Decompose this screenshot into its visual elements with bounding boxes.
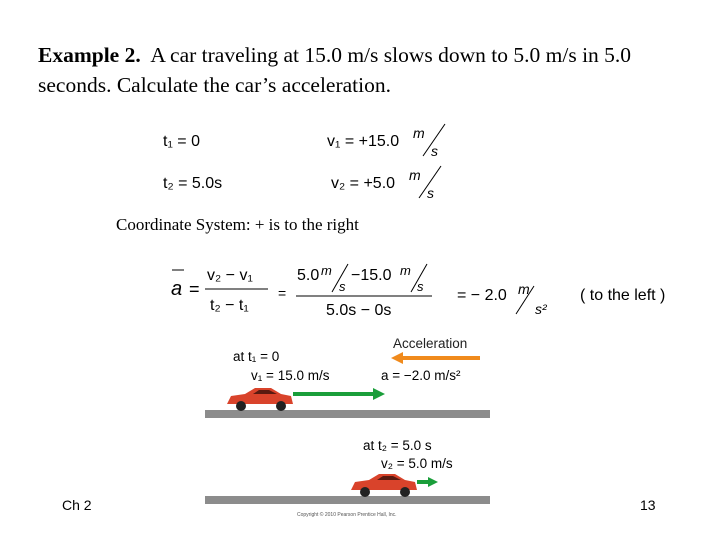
state2-time: at t₂ = 5.0 s bbox=[363, 438, 432, 453]
road-2 bbox=[205, 496, 490, 504]
state1-time: at t₁ = 0 bbox=[233, 349, 280, 364]
acceleration-equation bbox=[160, 258, 690, 323]
fraction-b-denominator: 5.0s − 0s bbox=[326, 302, 392, 319]
fraction-b-num-1: 5.0 bbox=[297, 267, 320, 284]
state2-velocity: v₂ = 5.0 m/s bbox=[381, 456, 453, 471]
givens-block bbox=[155, 120, 465, 205]
equation-lhs: a bbox=[171, 278, 183, 300]
fraction-b-unit-num-2: m bbox=[400, 263, 411, 278]
figure-copyright: Copyright © 2010 Pearson Prentice Hall, Inc. bbox=[297, 512, 397, 518]
page-number: 13 bbox=[640, 497, 656, 513]
result-unit-den: s² bbox=[535, 301, 547, 317]
problem-text: A car traveling at 15.0 m/s slows down to 5.0 m/s in 5.0 seconds. Calculate the car’s acceleration. bbox=[38, 43, 632, 97]
given-v1: v₁ = +15.0 bbox=[327, 133, 400, 150]
acceleration-label: Acceleration bbox=[393, 336, 468, 351]
car-2 bbox=[351, 474, 417, 497]
fraction-b-num-2: −15.0 bbox=[351, 267, 392, 284]
state1-acceleration: a = −2.0 m/s² bbox=[381, 368, 461, 383]
fraction-b-unit-den-1: s bbox=[339, 279, 346, 294]
chapter-label: Ch 2 bbox=[62, 497, 92, 513]
example-heading: Example 2. bbox=[38, 43, 141, 67]
given-t1: t₁ = 0 bbox=[163, 133, 200, 150]
road-1 bbox=[205, 410, 490, 418]
given-v2: v₂ = +5.0 bbox=[331, 175, 396, 192]
car-deceleration-figure bbox=[205, 332, 490, 522]
fraction-a-denominator: t₂ − t₁ bbox=[210, 297, 249, 314]
equals-sign-2: = bbox=[278, 285, 287, 301]
given-v2-unit-num: m bbox=[409, 167, 421, 183]
given-t2: t₂ = 5.0s bbox=[163, 175, 223, 192]
equation-result: = − 2.0 bbox=[457, 287, 507, 304]
equals-sign-1: = bbox=[189, 279, 200, 299]
given-v1-unit-den: s bbox=[431, 143, 438, 159]
problem-statement bbox=[38, 40, 698, 100]
given-v1-unit-num: m bbox=[413, 125, 425, 141]
state1-velocity: v₁ = 15.0 m/s bbox=[251, 368, 330, 383]
coordinate-system-note: Coordinate System: + is to the right bbox=[116, 215, 359, 234]
car-1 bbox=[227, 388, 293, 411]
velocity-arrow-2 bbox=[417, 477, 438, 487]
given-v2-unit-den: s bbox=[427, 185, 434, 201]
fraction-b-unit-num: m bbox=[321, 263, 332, 278]
fraction-b-unit-den-2: s bbox=[417, 279, 424, 294]
fraction-a-numerator: v₂ − v₁ bbox=[207, 267, 253, 284]
equation-direction: ( to the left ) bbox=[580, 287, 666, 304]
result-unit-num: m bbox=[518, 281, 530, 297]
velocity-arrow-1 bbox=[293, 388, 385, 400]
acceleration-arrow bbox=[391, 352, 480, 364]
